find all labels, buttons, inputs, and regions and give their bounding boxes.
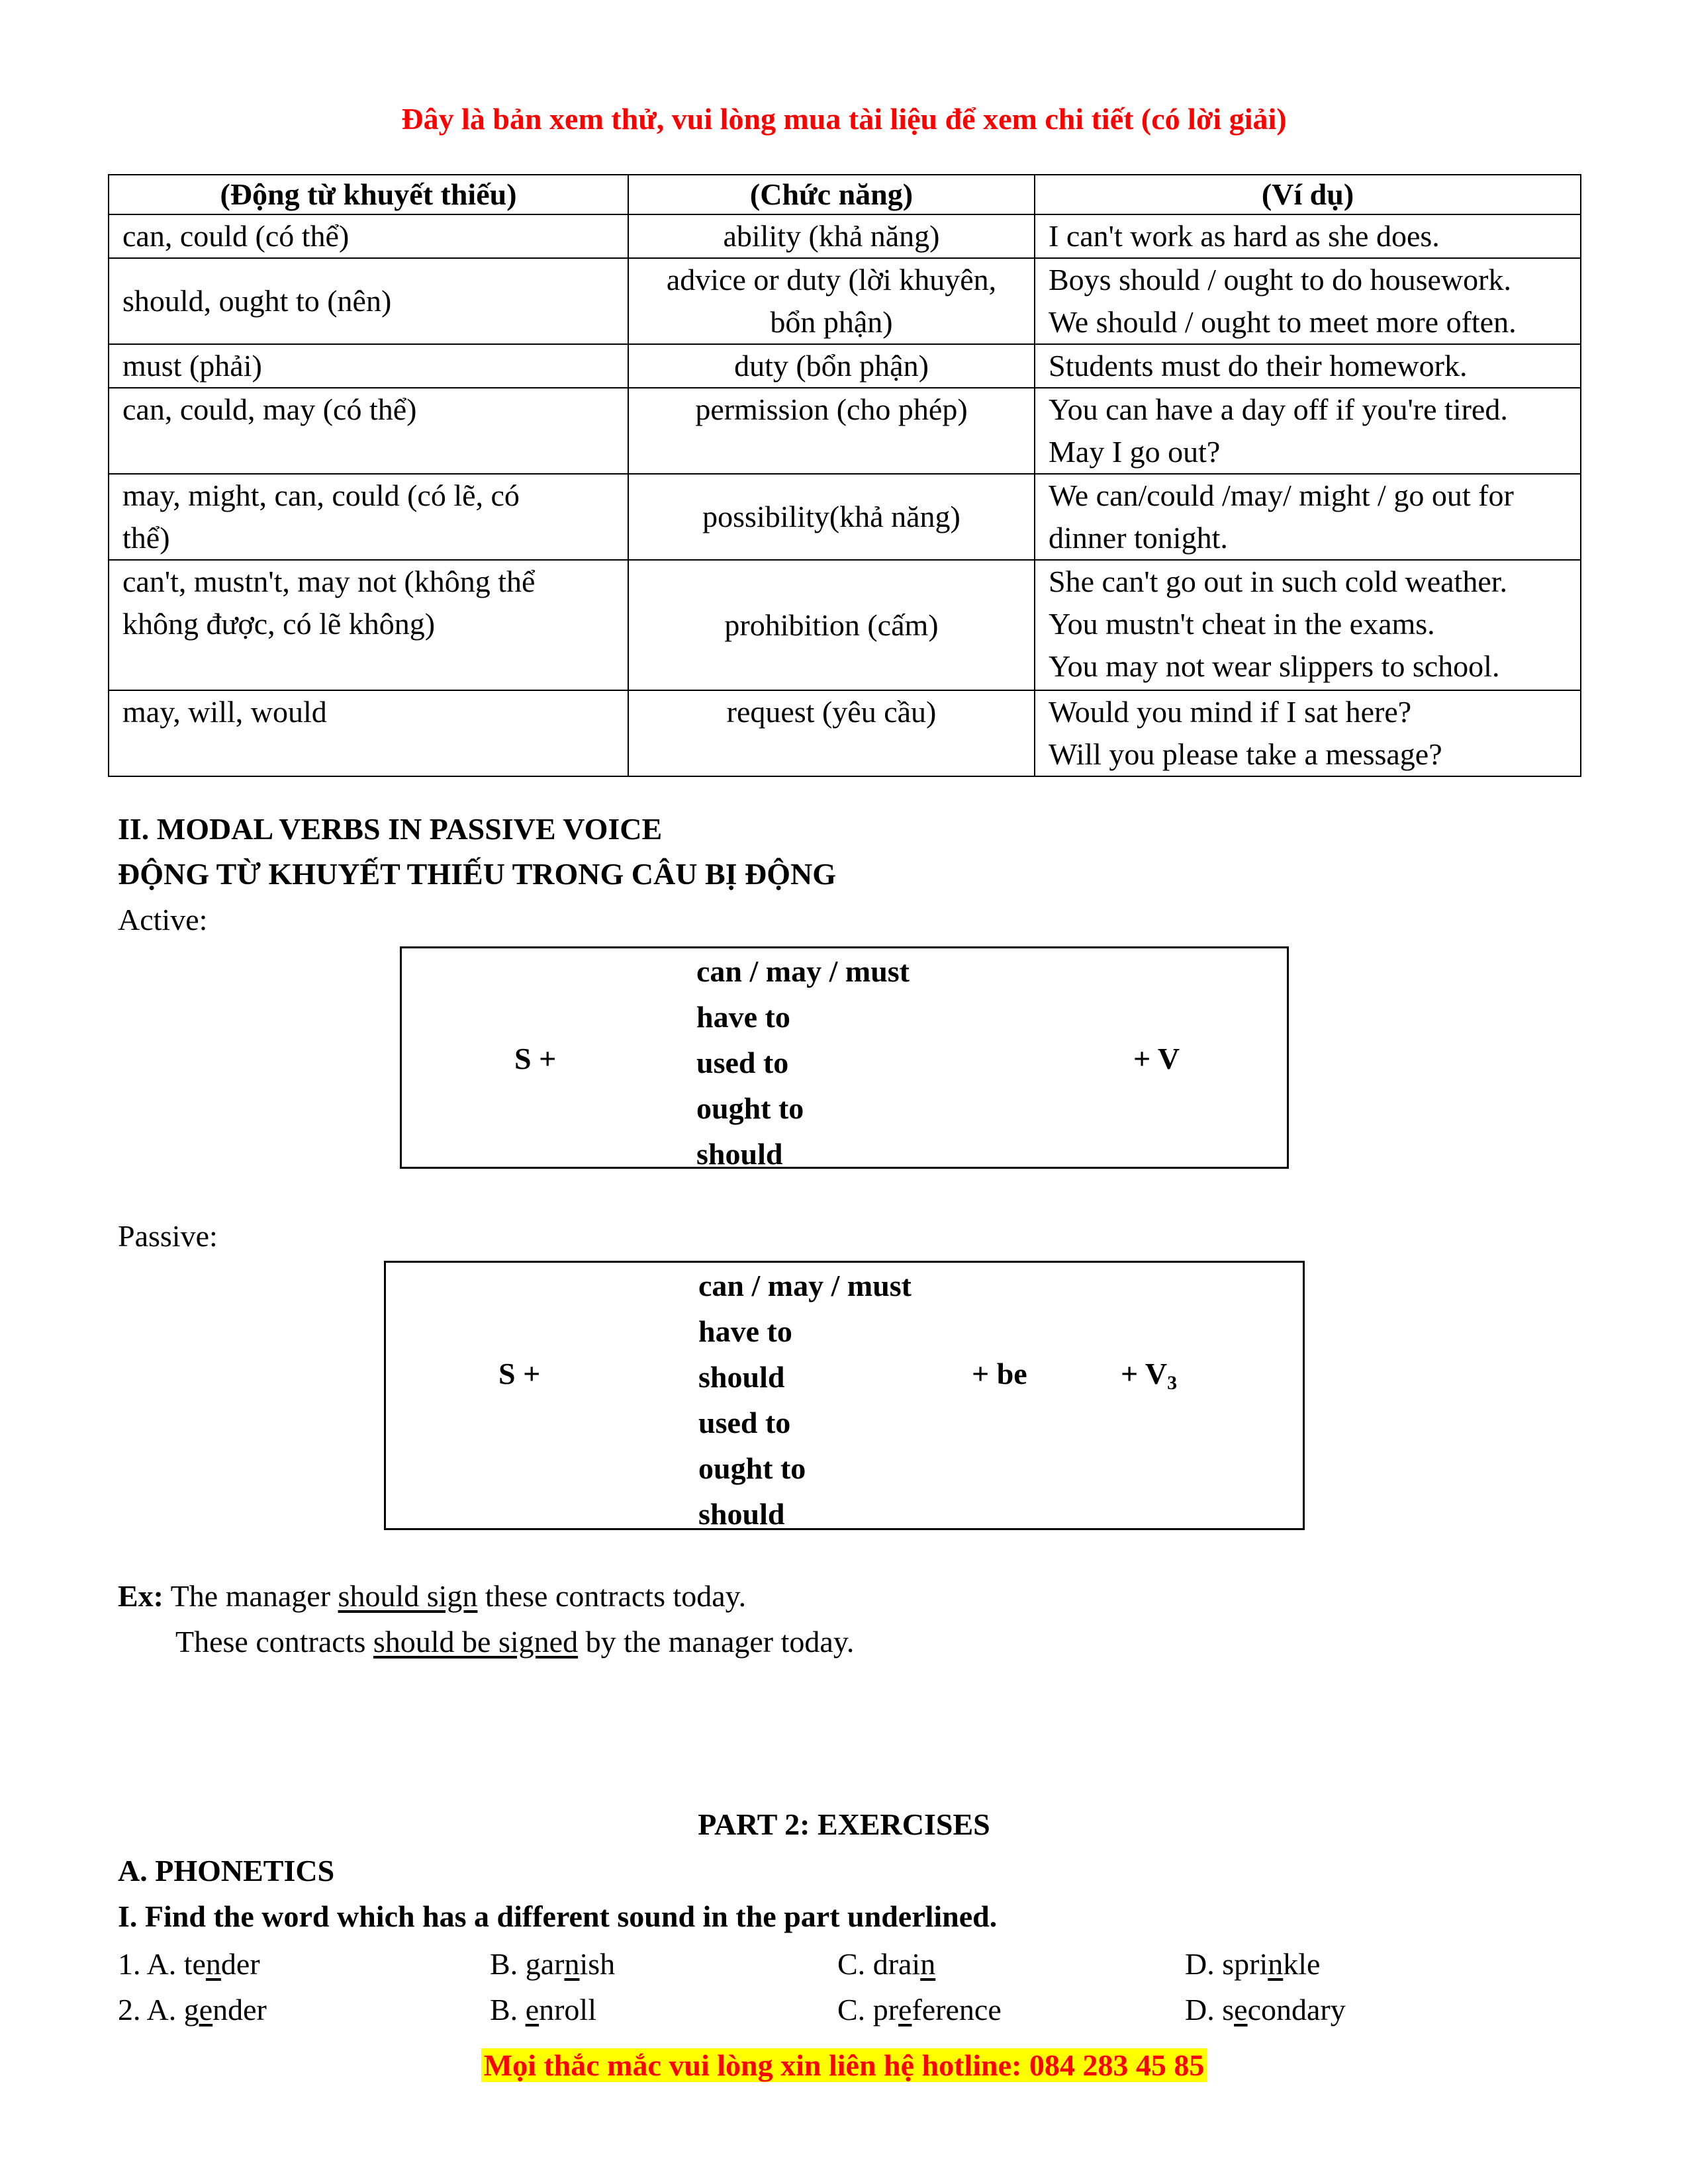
section-title-en: II. MODAL VERBS IN PASSIVE VOICE [118,812,663,846]
modal-verbs-table [108,174,1581,777]
section-a-title: A. PHONETICS [118,1854,335,1888]
modal-item: used to [698,1406,791,1439]
modal-item: can / may / must [698,1269,912,1302]
modal-item: should [696,1137,783,1171]
active-verb: + V [1133,1042,1180,1075]
active-label: Active: [118,903,208,936]
active-formula-box [400,946,1289,1169]
active-subject: S + [514,1042,557,1075]
modal-item: used to [696,1046,789,1079]
example-cell: Would you mind if I sat here? Will you please take a message? [1035,690,1581,776]
answer-option: D. secondary [1185,1993,1346,2026]
underlined-letter: e [898,1993,912,2026]
answer-option: C. preference [837,1993,1002,2026]
header-example: (Ví dụ) [1035,175,1581,214]
answer-option: 1. A. tender [118,1947,260,1981]
function-cell: request (yêu cầu) [628,690,1035,776]
function-cell: permission (cho phép) [628,388,1035,474]
modal-item: should [698,1497,785,1531]
verb-cell: can, could (có thể) [109,214,628,258]
header-function: (Chức năng) [628,175,1035,214]
verb-cell: must (phải) [109,344,628,388]
example-cell: You can have a day off if you're tired. May I go out? [1035,388,1581,474]
passive-formula-box [384,1261,1305,1530]
answer-option: C. drain [837,1947,936,1981]
answer-option: D. sprinkle [1185,1947,1321,1981]
underlined-modal: should sign [338,1579,478,1613]
example-cell: Students must do their homework. [1035,344,1581,388]
modal-item: ought to [698,1451,806,1485]
underlined-letter: e [199,1993,213,2026]
example-cell: Boys should / ought to do housework. We should / ought to meet more often. [1035,258,1581,344]
example-cell: We can/could /may/ might / go out for dinner tonight. [1035,474,1581,560]
exercise-instruction: I. Find the word which has a different sound in the part underlined. [118,1899,998,1933]
passive-verb: + $V_3$ [1121,1357,1178,1394]
example-sentence-passive: These contracts should be signed by the manager today. [175,1625,855,1659]
preview-notice: Đây là bản xem thử, vui lòng mua tài liệu để xem chi tiết (có lời giải) [401,102,1287,136]
modal-item: ought to [696,1091,804,1125]
modal-item: have to [698,1314,792,1348]
verb-cell: may, will, would [109,690,628,776]
table-row [109,388,1581,474]
answer-option: 2. A. gender [118,1993,267,2026]
example-cell: She can't go out in such cold weather. You mustn't cheat in the exams. You may not wear slippers to school. [1035,560,1581,690]
underlined-passive: should be signed [373,1625,579,1659]
table-row [109,344,1581,388]
modal-item: have to [696,1000,790,1034]
function-cell: duty (bổn phận) [628,344,1035,388]
example-cell: I can't work as hard as she does. [1035,214,1581,258]
verb-cell: can't, mustn't, may not (không thể không được, có lẽ không) [109,560,628,690]
example-sentence-active: Ex: The manager should sign these contracts today. [118,1579,747,1613]
modal-item: can / may / must [696,954,910,988]
function-cell: advice or duty (lời khuyên, bổn phận) [628,258,1035,344]
passive-label: Passive: [118,1219,218,1253]
verb-cell: can, could, may (có thể) [109,388,628,474]
table-row [109,560,1581,690]
question-row [118,1989,1574,2031]
active-modal-list [696,948,910,1177]
table-row [109,214,1581,258]
table-row [109,474,1581,560]
underlined-letter: e [525,1993,539,2026]
underlined-letter: n [920,1947,936,1981]
passive-subject: S + [498,1357,541,1390]
question-row [118,1943,1574,1985]
verb-cell: may, might, can, could (có lẽ, có thể) [109,474,628,560]
function-cell: ability (khả năng) [628,214,1035,258]
table-row [109,258,1581,344]
part2-title: PART 2: EXERCISES [698,1807,990,1841]
passive-be: + be [972,1357,1027,1390]
underlined-letter: n [205,1947,221,1981]
underlined-letter: n [564,1947,580,1981]
example-label: Ex: [118,1579,164,1613]
header-modal-verb: (Động từ khuyết thiếu) [109,175,628,214]
answer-option: B. garnish [490,1947,616,1981]
underlined-letter: e [1234,1993,1248,2026]
passive-modal-list [698,1263,912,1537]
table-header-row [109,175,1581,214]
section-title-vi: ĐỘNG TỪ KHUYẾT THIẾU TRONG CÂU BỊ ĐỘNG [118,857,837,891]
hotline-banner: Mọi thắc mắc vui lòng xin liên hệ hotline: 084 283 45 85 [0,2045,1688,2086]
answer-option: B. enroll [490,1993,596,2026]
table-row [109,690,1581,776]
underlined-letter: n [1268,1947,1284,1981]
modal-item: should [698,1360,785,1394]
function-cell: prohibition (cấm) [628,560,1035,690]
function-cell: possibility(khả năng) [628,474,1035,560]
verb-cell: should, ought to (nên) [109,258,628,344]
